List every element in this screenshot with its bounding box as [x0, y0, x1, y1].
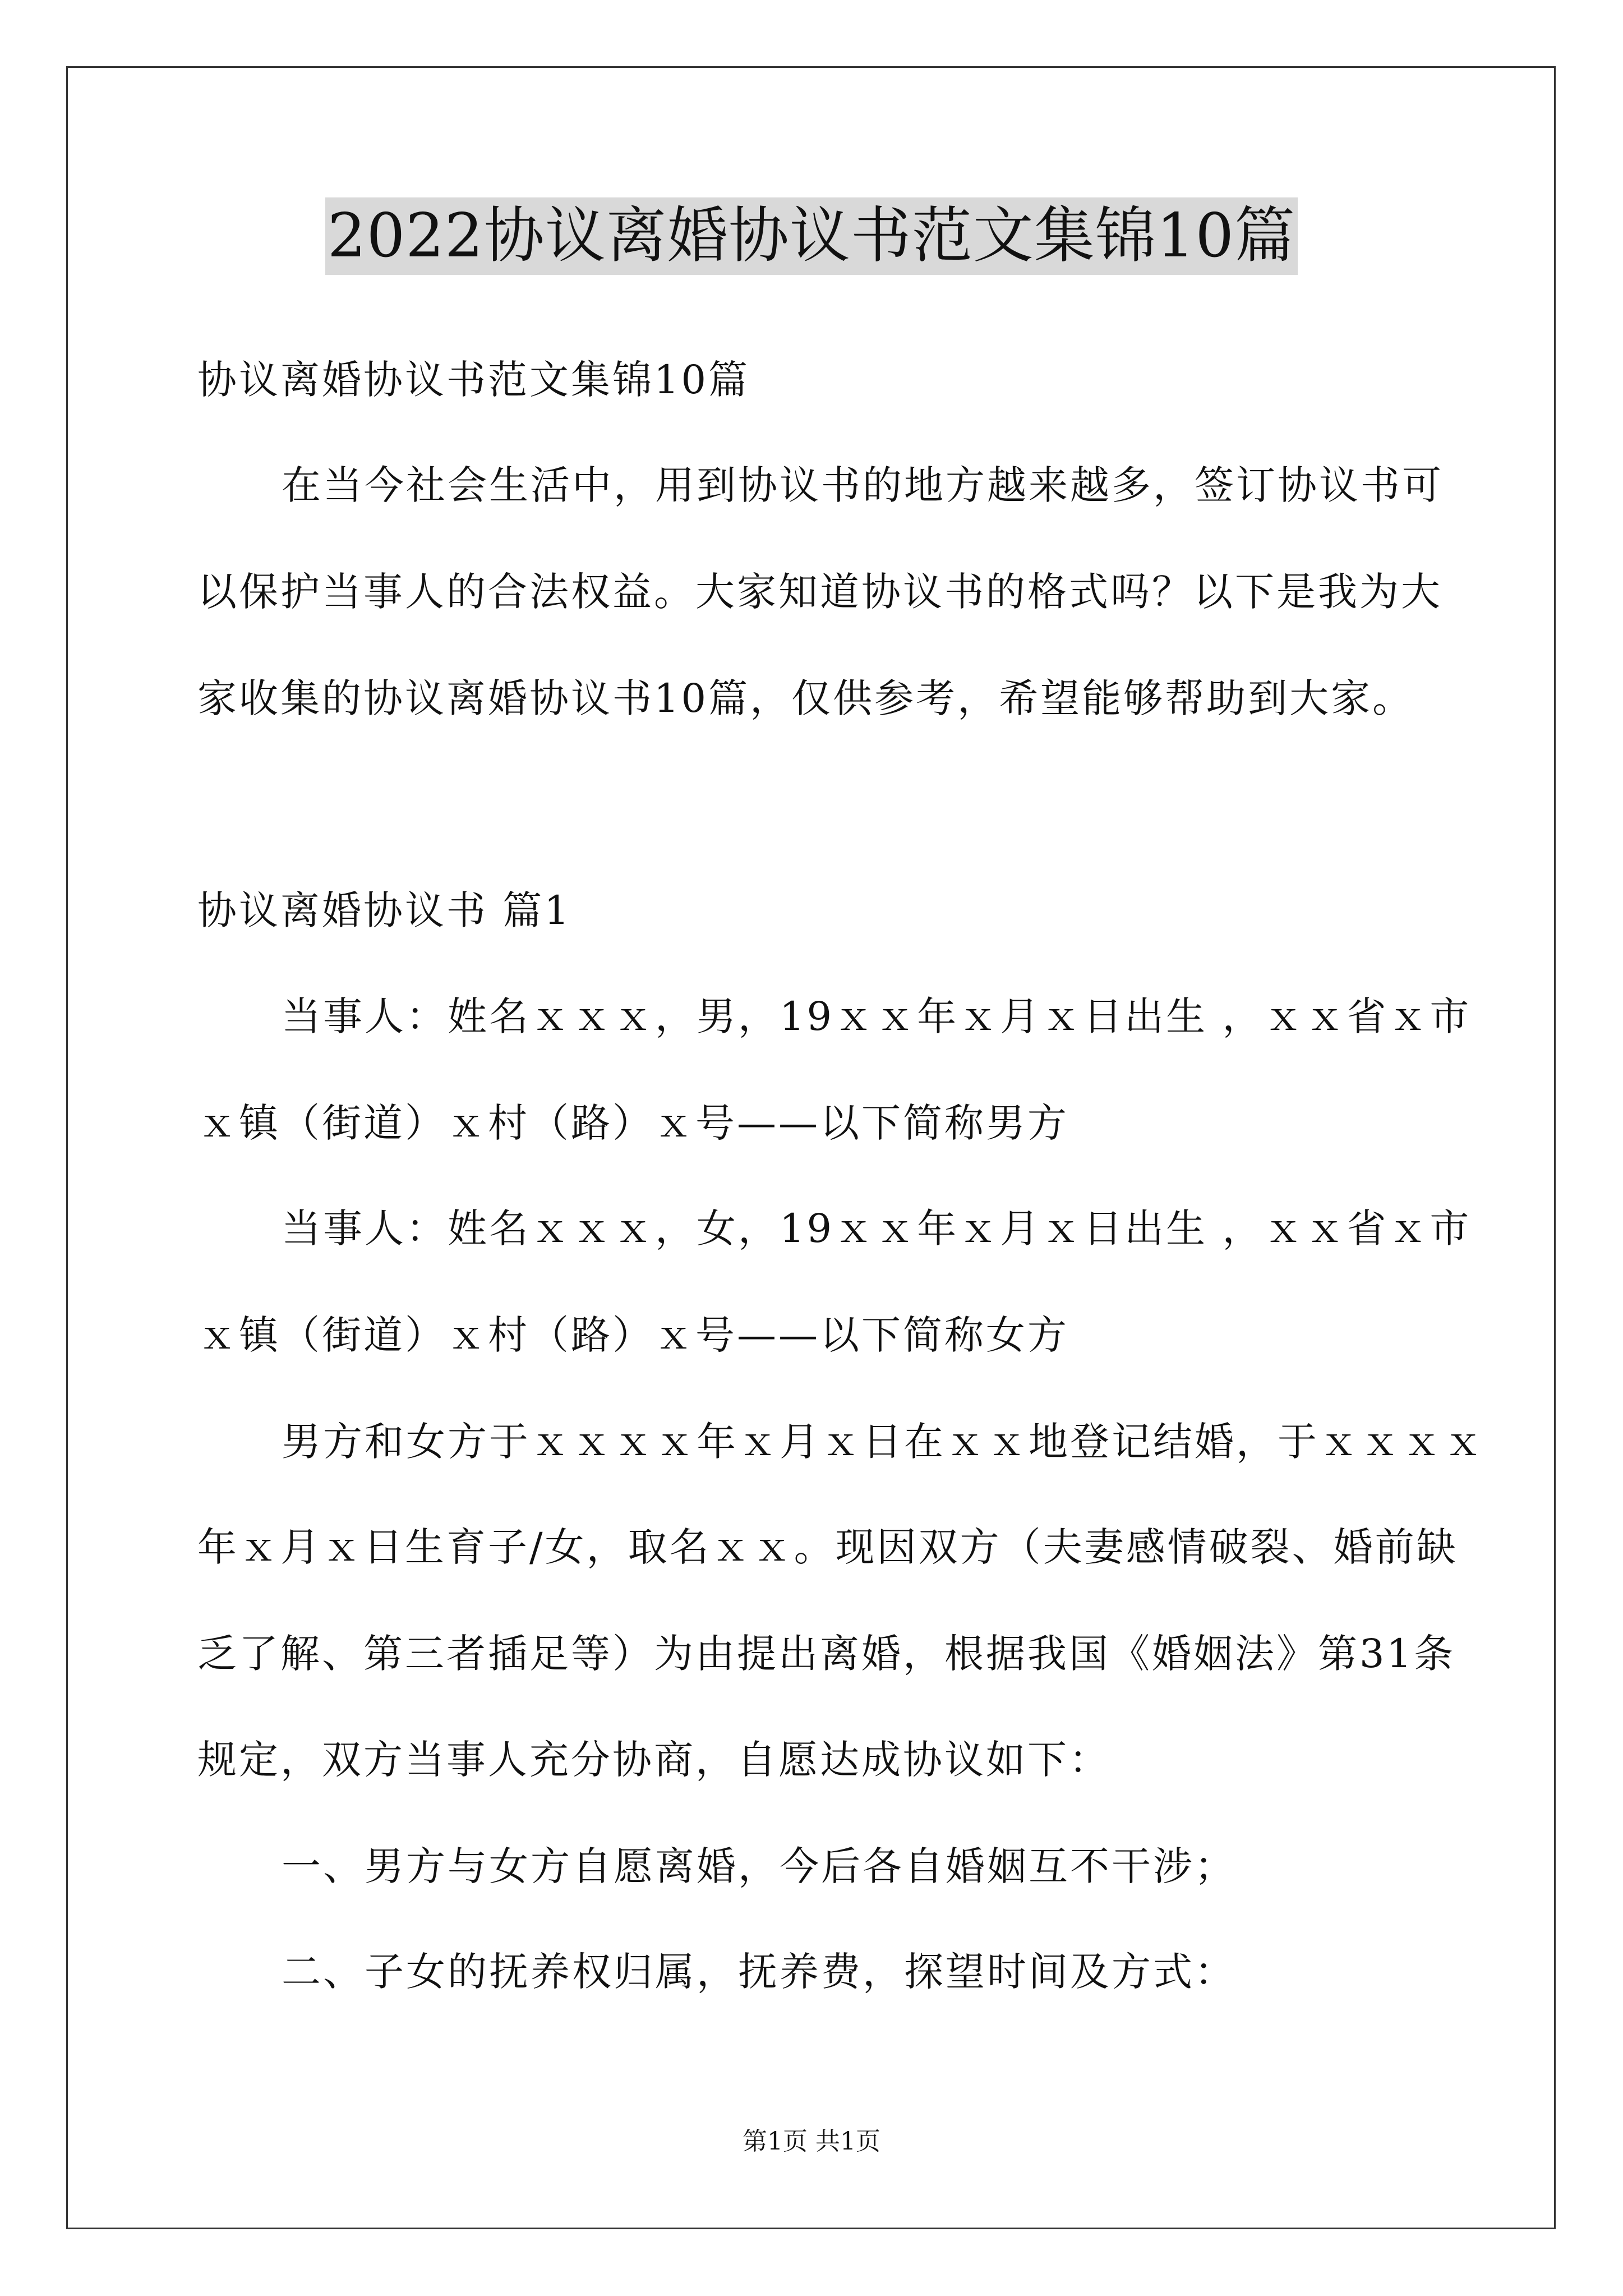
body-line: 家收集的协议离婚协议书10篇，仅供参考，希望能够帮助到大家。	[197, 675, 1414, 721]
body-line: 男方和女方于ｘｘｘｘ年ｘ月ｘ日在ｘｘ地登记结婚，于ｘｘｘｘ	[282, 1419, 1485, 1465]
title-container	[0, 197, 1623, 275]
subtitle-line: 协议离婚协议书范文集锦10篇	[197, 357, 750, 403]
body-line: 规定，双方当事人充分协商，自愿达成协议如下：	[197, 1737, 1110, 1783]
body-line: 一、男方与女方自愿离婚，今后各自婚姻互不干涉；	[282, 1843, 1236, 1889]
section-heading: 协议离婚协议书 篇1	[197, 887, 571, 933]
body-line: 当事人：姓名ｘｘｘ，女，19ｘｘ年ｘ月ｘ日出生 ，ｘｘ省ｘ市	[282, 1205, 1472, 1251]
body-line: 乏了解、第三者插足等）为由提出离婚，根据我国《婚姻法》第31条	[197, 1631, 1456, 1677]
body-line: 在当今社会生活中，用到协议书的地方越来越多，签订协议书可	[282, 462, 1444, 508]
body-line: ｘ镇（街道）ｘ村（路）ｘ号——以下简称男方	[197, 1100, 1069, 1146]
body-line: 以保护当事人的合法权益。大家知道协议书的格式吗？以下是我为大	[197, 569, 1442, 615]
body-line: 二、子女的抚养权归属，抚养费，探望时间及方式：	[282, 1949, 1236, 1995]
body-line: 当事人：姓名ｘｘｘ，男，19ｘｘ年ｘ月ｘ日出生 ，ｘｘ省ｘ市	[282, 993, 1472, 1039]
body-line: ｘ镇（街道）ｘ村（路）ｘ号——以下简称女方	[197, 1312, 1069, 1358]
body-line: 年ｘ月ｘ日生育子/女，取名ｘｘ。现因双方（夫妻感情破裂、婚前缺	[197, 1524, 1458, 1570]
page-footer: 第1页 共1页	[743, 2127, 880, 2156]
document-title: 2022协议离婚协议书范文集锦10篇	[325, 197, 1298, 275]
